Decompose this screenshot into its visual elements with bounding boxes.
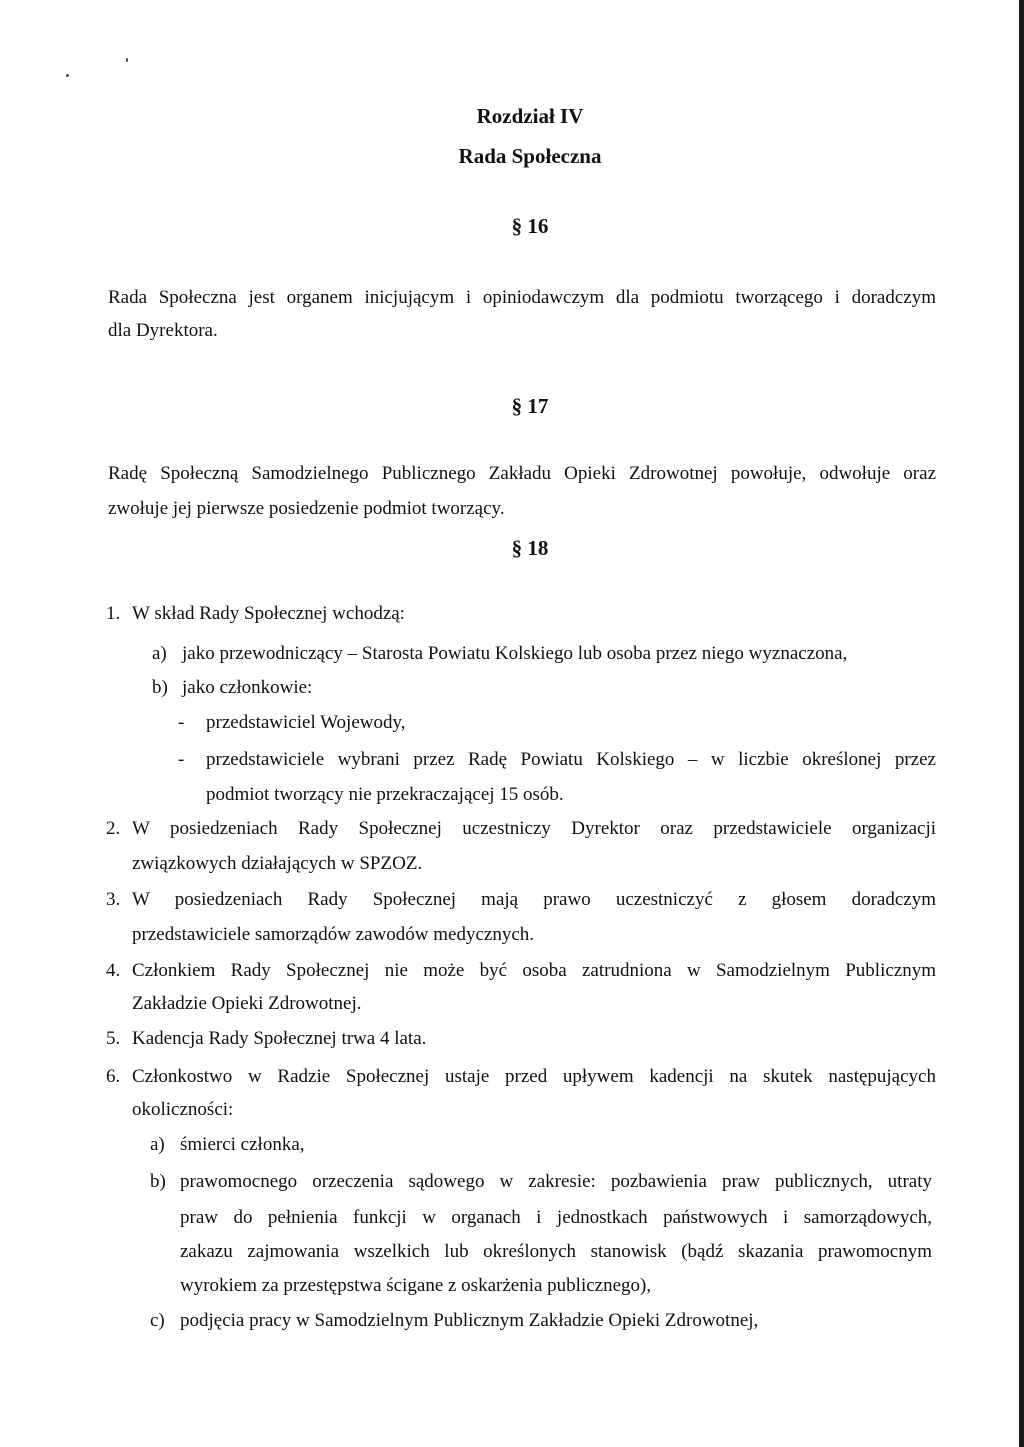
paragraph-3-line-1: W posiedzeniach Rady Społecznej mają prawo uczestniczyć z głosem doradczym [132, 889, 936, 910]
list-dash-marker: - [178, 749, 185, 770]
section-16-line-2: dla Dyrektora. [108, 320, 218, 341]
paragraph-1-number: 1. [106, 603, 121, 624]
paragraph-2-line-2: związkowych działających w SPZOZ. [132, 853, 423, 874]
section-16-line-1: Rada Społeczna jest organem inicjującym i opiniodawczym dla podmiotu tworzącego i doradczym [108, 287, 936, 308]
paragraph-1-a-marker: a) [152, 643, 167, 664]
paragraph-6-c-text: podjęcia pracy w Samodzielnym Publicznym Zakładzie Opieki Zdrowotnej, [180, 1310, 759, 1331]
scan-speck [66, 74, 69, 77]
paragraph-6-line-1: Członkostwo w Radzie Społecznej ustaje przed upływem kadencji na skutek następujących [132, 1066, 936, 1087]
dash-item-1-text: przedstawiciel Wojewody, [206, 712, 406, 733]
dash-item-2-line-1: przedstawiciele wybrani przez Radę Powiatu Kolskiego – w liczbie określonej przez [206, 749, 936, 770]
paragraph-5-text: Kadencja Rady Społecznej trwa 4 lata. [132, 1028, 427, 1049]
dash-item-2-line-2: podmiot tworzący nie przekraczającej 15 osób. [206, 784, 564, 805]
paragraph-2-line-1: W posiedzeniach Rady Społecznej uczestniczy Dyrektor oraz przedstawiciele organizacji [132, 818, 936, 839]
paragraph-6-b-line-4: wyrokiem za przestępstwa ścigane z oskarżenia publicznego), [180, 1275, 652, 1296]
paragraph-1-b-text: jako członkowie: [182, 677, 313, 698]
paragraph-4-line-1: Członkiem Rady Społecznej nie może być osoba zatrudniona w Samodzielnym Publicznym [132, 960, 936, 981]
section-17-line-1: Radę Społeczną Samodzielnego Publicznego Zakładu Opieki Zdrowotnej powołuje, odwołuje oraz [108, 463, 936, 484]
section-16-label: § 16 [511, 214, 549, 238]
section-18-label: § 18 [511, 536, 549, 560]
paragraph-6-a-marker: a) [150, 1134, 165, 1155]
paragraph-3-line-2: przedstawiciele samorządów zawodów medycznych. [132, 924, 534, 945]
paragraph-4-number: 4. [106, 960, 121, 981]
paragraph-6-number: 6. [106, 1066, 121, 1087]
paragraph-1-b-marker: b) [152, 677, 168, 698]
chapter-number: Rozdział IV [476, 104, 584, 128]
paragraph-6-b-marker: b) [150, 1171, 166, 1192]
paragraph-6-a-text: śmierci członka, [180, 1134, 305, 1155]
paragraph-6-b-line-1: prawomocnego orzeczenia sądowego w zakresie: pozbawienia praw publicznych, utraty [180, 1171, 932, 1192]
paragraph-3-number: 3. [106, 889, 121, 910]
paragraph-6-b-line-3: zakazu zajmowania wszelkich lub określonych stanowisk (bądź skazania prawomocnym [180, 1241, 932, 1262]
paragraph-2-number: 2. [106, 818, 121, 839]
paragraph-4-line-2: Zakładzie Opieki Zdrowotnej. [132, 993, 362, 1014]
section-17-label: § 17 [511, 394, 549, 418]
paragraph-5-number: 5. [106, 1028, 121, 1049]
paragraph-6-c-marker: c) [150, 1310, 165, 1331]
paragraph-1-text: W skład Rady Społecznej wchodzą: [132, 603, 405, 624]
paragraph-6-line-2: okoliczności: [132, 1099, 234, 1120]
paragraph-6-b-line-2: praw do pełnienia funkcji w organach i jednostkach państwowych i samorządowych, [180, 1207, 932, 1228]
section-17-line-2: zwołuje jej pierwsze posiedzenie podmiot tworzący. [108, 498, 505, 519]
scan-speck [126, 58, 128, 62]
paragraph-1-a-text: jako przewodniczący – Starosta Powiatu Kolskiego lub osoba przez niego wyznaczona, [182, 643, 848, 664]
list-dash-marker: - [178, 712, 185, 733]
chapter-title: Rada Społeczna [458, 144, 602, 168]
